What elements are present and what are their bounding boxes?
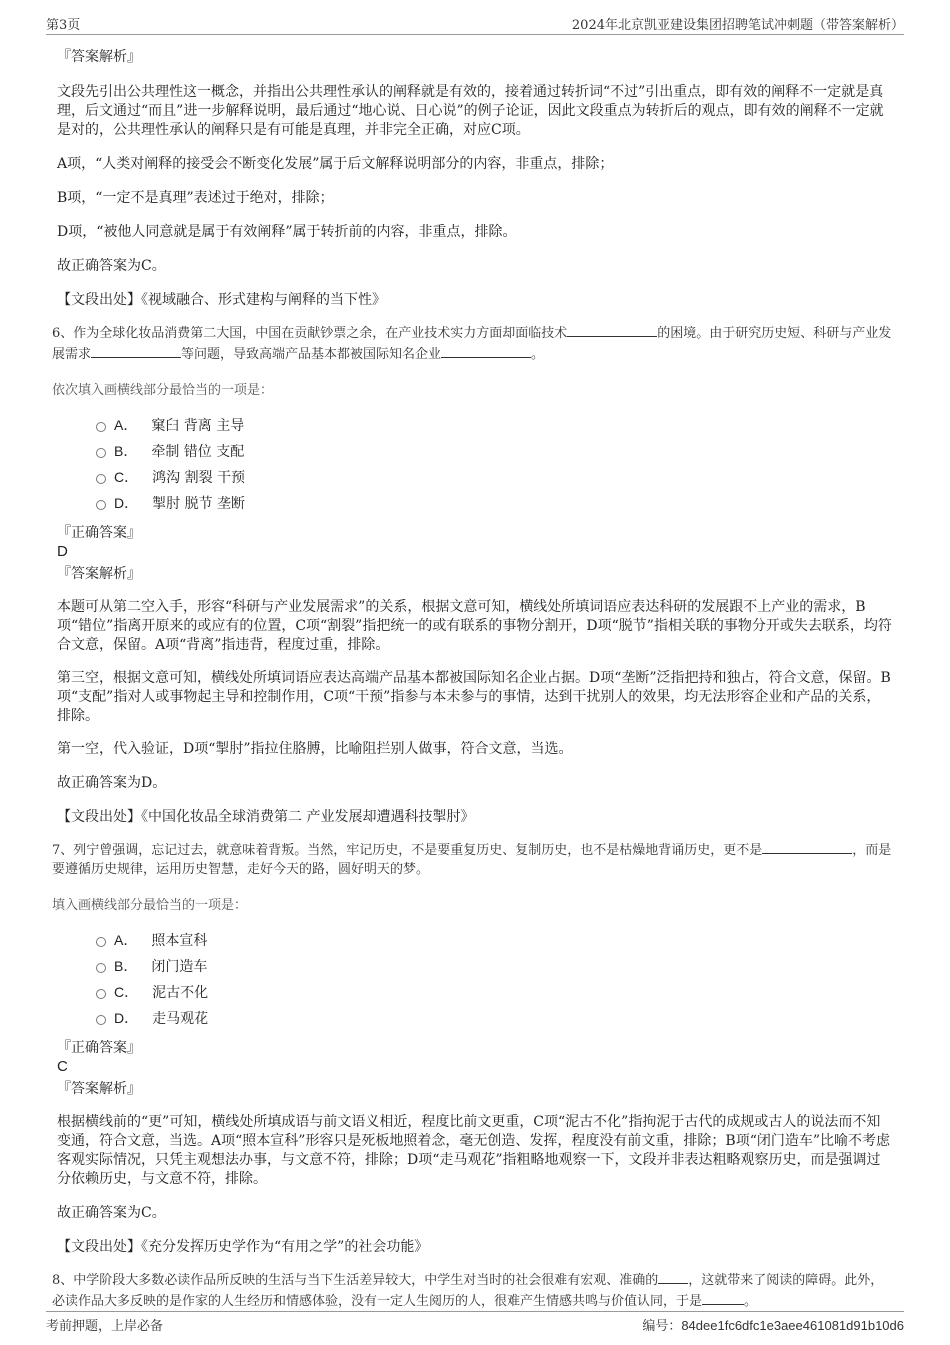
answer-statement: 故正确答案为C。 [57,1205,166,1221]
analysis-paragraph: 根据横线前的“更”可知，横线处所填成语与前文语义相近，程度比前文更重，C项“泥古不化”指拘泥于古代的成规或古人的说法而不知变通，符合文意，当选。A项“照本宣科”形容只是死板地照着念，毫无创造、发挥，程度没有前文重，排除；B项“闭门造车”比喻不考虑客观实际情况，只凭主观想法办事，与文意不符，排除；D项“走马观花”指粗略地观察一下，文段并非表达粗略观察历史，而是强调过分依赖历史，与文意不符，排除。 [57,1114,891,1187]
radio-icon[interactable] [96,422,106,432]
option-d[interactable]: D． 掣肘 脱节 垄断 [96,490,892,516]
page-header [46,12,904,35]
radio-icon[interactable] [96,500,106,510]
question-prompt: 填入画横线部分最恰当的一项是： [52,898,248,913]
option-b[interactable]: B． 闭门造车 [96,953,892,979]
analysis-paragraph: 本题可从第二空入手，形容“科研与产业发展需求”的关系，根据文意可知，横线处所填词语应表达科研的发展跟不上产业的需求，B项“错位”指离开原来的或应有的位置，C项“割裂”指把统一的或有联系的事物分割开，D项“脱节”指相关联的事物分开或失去联系，均符合文意，保留。A项“背离”指违背，程度过重，排除。 [57,599,892,653]
analysis-label: 『答案解析』 [57,1081,141,1097]
analysis-label: 『答案解析』 [57,566,141,582]
question-8-stem: 8、中学阶段大多数必读作品所反映的生活与当下生活差异较大，中学生对当时的社会很难有宏观、准确的 ，这就带来了阅读的障碍。此外，必读作品大多反映的是作家的人生经历和情感体验，没有一定人生阅历的人，很难产生情感共鸣与价值认同，于是 。 [52,1269,892,1311]
option-a[interactable]: A． 照本宣科 [96,927,892,953]
options-list [96,927,892,1031]
fill-blank [567,322,657,337]
option-a[interactable]: A． 窠臼 背离 主导 [96,412,892,438]
fill-blank [702,1290,744,1305]
analysis-paragraph: A项，“人类对阐释的接受会不断变化发展”属于后文解释说明部分的内容，非重点，排除； [57,156,614,172]
page-footer [46,1311,904,1334]
option-c[interactable]: C． 泥古不化 [96,979,892,1005]
footer-slogan: 考前押题，上岸必备 [46,1319,164,1334]
analysis-paragraph: D项，“被他人同意就是属于有效阐释”属于转折前的内容，非重点，排除。 [57,224,517,240]
radio-icon[interactable] [96,1015,106,1025]
source-citation: 【文段出处】《充分发挥历史学作为“有用之学”的社会功能》 [57,1239,429,1255]
analysis-label: 『答案解析』 [57,49,141,65]
radio-icon[interactable] [96,448,106,458]
option-c[interactable]: C． 鸿沟 割裂 干预 [96,464,892,490]
question-prompt: 依次填入画横线部分最恰当的一项是： [52,383,274,398]
source-citation: 【文段出处】《中国化妆品全球消费第二 产业发展却遭遇科技掣肘》 [57,809,475,825]
answer-statement: 故正确答案为D。 [57,775,167,791]
fill-blank [762,839,852,854]
question-7-stem: 7、列宁曾强调，忘记过去，就意味着背叛。当然，牢记历史，不是要重复历史、复制历史，也不是枯燥地背诵历史，更不是 ，而是要遵循历史规律，运用历史智慧，走好今天的路，圆好明天的梦。 [52,839,892,879]
correct-answer: C [57,1058,68,1075]
page-number: 第3页 [46,18,81,33]
options-list [96,412,892,516]
analysis-paragraph: 第一空，代入验证，D项“掣肘”指拉住胳膊，比喻阻拦别人做事，符合文意，当选。 [57,741,573,757]
fill-blank [91,343,181,358]
document-code: 编号：84dee1fc6dfc1e3aee461081d91b10d6 [642,1318,904,1334]
document-title: 2024年北京凯亚建设集团招聘笔试冲刺题（带答案解析） [571,18,904,33]
analysis-paragraph: B项，“一定不是真理”表述过于绝对，排除； [57,190,334,206]
source-citation: 【文段出处】《视域融合、形式建构与阐释的当下性》 [57,292,386,308]
correct-answer-label: 『正确答案』 [57,1040,141,1056]
fill-blank [658,1269,688,1284]
correct-answer-label: 『正确答案』 [57,525,141,541]
analysis-paragraph: 文段先引出公共理性这一概念，并指出公共理性承认的阐释就是有效的，接着通过转折词“不过”引出重点，即有效的阐释不一定就是真理，后文通过“而且”进一步解释说明，最后通过“地心说、日心说”的例子论证，因此文段重点为转折后的观点，即有效的阐释不一定就是对的，公共理性承认的阐释只是有可能是真理，并非完全正确，对应C项。 [57,84,884,138]
radio-icon[interactable] [96,963,106,973]
page-content [52,44,892,1311]
answer-statement: 故正确答案为C。 [57,258,166,274]
option-d[interactable]: D． 走马观花 [96,1005,892,1031]
fill-blank [441,343,531,358]
question-6-stem: 6、作为全球化妆品消费第二大国，中国在贡献钞票之余，在产业技术实力方面却面临技术 的困境。由于研究历史短、科研与产业发展需求 等问题，导致高端产品基本都被国际知名企业 。 [52,322,892,364]
option-b[interactable]: B． 牵制 错位 支配 [96,438,892,464]
correct-answer: D [57,543,68,560]
radio-icon[interactable] [96,989,106,999]
radio-icon[interactable] [96,474,106,484]
radio-icon[interactable] [96,937,106,947]
analysis-paragraph: 第三空，根据文意可知，横线处所填词语应表达高端产品基本都被国际知名企业占据。D项“垄断”泛指把持和独占，符合文意，保留。B项“支配”指对人或事物起主导和控制作用，C项“干预”指参与本未参与的事情，达到干扰别人的效果，均无法形容企业和产品的关系，排除。 [57,670,891,724]
